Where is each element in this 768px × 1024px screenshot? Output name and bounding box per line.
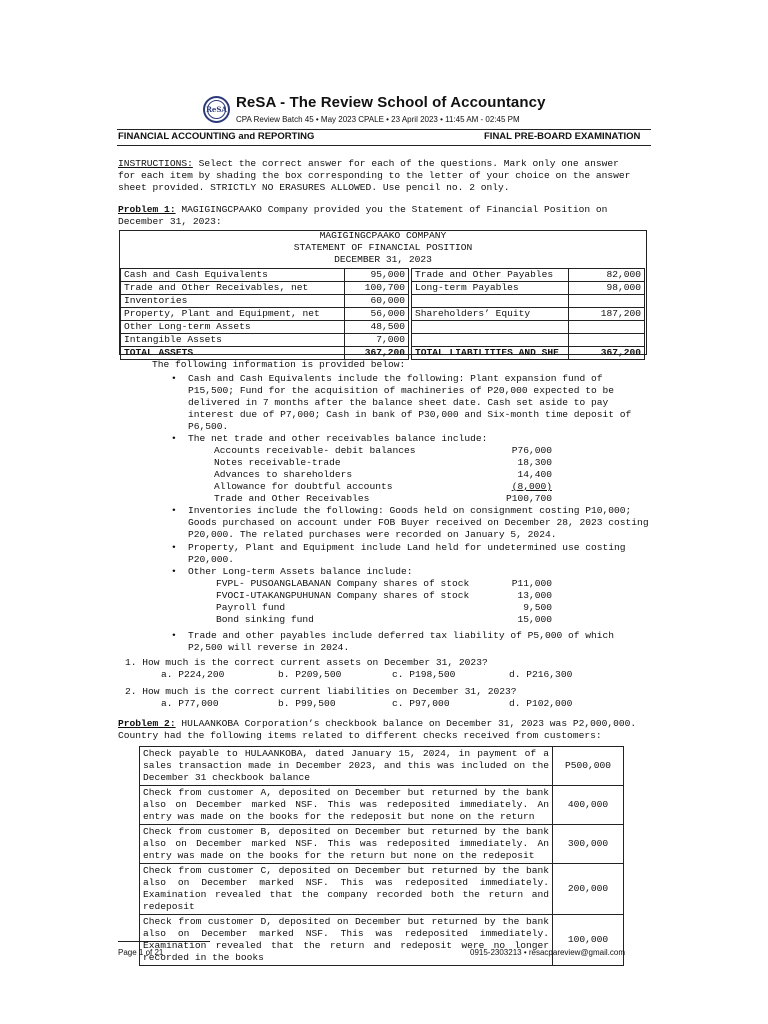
sfp-total-liabilities-value: 367,200 — [569, 347, 645, 360]
table-row — [121, 308, 645, 321]
check-amount: 400,000 — [553, 786, 624, 825]
bullet-line: P2,500 will reverse in 2024. — [188, 642, 350, 653]
problem-2-text: HULAANKOBA Corporation’s checkbook balance on December 31, 2023 was P2,000,000. — [181, 718, 637, 729]
bullet-line: Inventories include the following: Goods held on consignment costing P10,000; — [188, 505, 632, 516]
instructions-line: Select the correct answer for each of the questions. Mark only one answer — [198, 158, 619, 169]
sfp-liability-value: 187,200 — [569, 308, 645, 321]
breakdown-value: P11,000 — [511, 578, 552, 589]
school-name: ReSA - The Review School of Accountancy — [236, 94, 546, 111]
problem-1-label: Problem 1: — [118, 204, 176, 215]
breakdown-value: 14,400 — [517, 469, 552, 480]
breakdown-value: 9,500 — [523, 602, 552, 613]
problem-1-intro — [118, 204, 607, 228]
bullet-ppe — [188, 542, 626, 566]
choice-2a: a. P77,000 — [161, 698, 219, 709]
footer-rule — [118, 941, 210, 942]
sfp-liability-label: Shareholders’ Equity — [412, 308, 569, 321]
breakdown-value: 15,000 — [517, 614, 552, 625]
bullet-icon: • — [171, 373, 177, 384]
problem-2-label: Problem 2: — [118, 718, 176, 729]
breakdown-value: 13,000 — [517, 590, 552, 601]
page-number: Page 1 of 21 — [118, 948, 164, 957]
table-row — [121, 321, 645, 334]
breakdown-label: Payroll fund — [216, 602, 286, 613]
instructions-line: sheet provided. STRICTLY NO ERASURES ALLOWED. Use pencil no. 2 only. — [118, 182, 510, 193]
school-seal-icon — [203, 96, 230, 123]
check-amount: 100,000 — [553, 915, 624, 966]
bullet-line: P15,500; Fund for the acquisition of machineries of P20,000 expected to be — [188, 385, 615, 396]
sfp-table — [120, 268, 645, 360]
breakdown-label: Accounts receivable- debit balances — [214, 445, 416, 456]
subject-title: FINANCIAL ACCOUNTING and REPORTING — [118, 131, 315, 142]
table-row — [140, 825, 624, 864]
choice-1a: a. P224,200 — [161, 669, 225, 680]
sfp-total-liabilities-label: TOTAL LIABILITIES AND SHE — [412, 347, 569, 360]
check-amount: P500,000 — [553, 747, 624, 786]
sfp-liability-label: Long-term Payables — [412, 282, 569, 295]
check-amount: 200,000 — [553, 864, 624, 915]
table-row-total — [121, 347, 645, 360]
bullet-line: Property, Plant and Equipment include Land held for undetermined use costing — [188, 542, 626, 553]
sfp-asset-label: Inventories — [121, 295, 345, 308]
seal-label: ReSA — [206, 105, 227, 114]
check-description: Check from customer C, deposited on December but returned by the bank also on December marked NSF. This was redeposited immediately. Examination revealed that the company recorded both the return and redeposit — [140, 864, 553, 915]
bullet-line: Goods purchased on account under FOB Buyer received on December 28, 2023 costing — [188, 517, 649, 528]
check-description: Check from customer A, deposited on December but returned by the bank also on December marked NSF. This was redeposited immediately. An entry was made on the books for the redeposit but none on the return — [140, 786, 553, 825]
sfp-asset-label: Intangible Assets — [121, 334, 345, 347]
sfp-asset-label: Property, Plant and Equipment, net — [121, 308, 345, 321]
bullet-icon: • — [171, 505, 177, 516]
problem-1-text: December 31, 2023: — [118, 216, 222, 227]
exam-schedule: CPA Review Batch 45 • May 2023 CPALE • 23 April 2023 • 11:45 AM - 02:45 PM — [236, 115, 520, 124]
sfp-asset-label: Other Long-term Assets — [121, 321, 345, 334]
sfp-liability-value: 82,000 — [569, 269, 645, 282]
breakdown-value: P100,700 — [505, 493, 552, 504]
choice-1b: b. P209,500 — [278, 669, 342, 680]
breakdown-label: Notes receivable-trade — [214, 457, 341, 468]
table-row — [140, 786, 624, 825]
bullet-long-term-assets: Other Long-term Assets balance include: — [188, 566, 413, 577]
instructions-line: for each item by shading the box corresponding to the letter of your choice on the answer — [118, 170, 631, 181]
check-description: Check payable to HULAANKOBA, dated January 15, 2024, in payment of a sales transaction made in December 2023, and this was included on the December 31 checkbook balance — [140, 747, 553, 786]
breakdown-label: Bond sinking fund — [216, 614, 314, 625]
info-intro: The following information is provided below: — [152, 359, 406, 370]
sfp-asset-label: Cash and Cash Equivalents — [121, 269, 345, 282]
sfp-asset-value: 100,700 — [345, 282, 409, 295]
bullet-line: P20,000. — [188, 554, 235, 565]
sfp-liability-label — [412, 321, 569, 334]
choice-1c: c. P198,500 — [392, 669, 456, 680]
breakdown-label: Advances to shareholders — [214, 469, 353, 480]
choice-1d: d. P216,300 — [509, 669, 573, 680]
sfp-date: DECEMBER 31, 2023 — [334, 254, 432, 265]
breakdown-value: P76,000 — [511, 445, 552, 456]
sfp-asset-value: 56,000 — [345, 308, 409, 321]
question-1: 1. How much is the correct current assets on December 31, 2023? — [125, 657, 488, 668]
instructions — [118, 158, 630, 194]
bullet-icon: • — [171, 630, 177, 641]
sfp-asset-label: Trade and Other Receivables, net — [121, 282, 345, 295]
bullet-icon: • — [171, 566, 177, 577]
bullet-icon: • — [171, 542, 177, 553]
breakdown-label: FVOCI-UTAKANGPUHUNAN Company shares of stock — [216, 590, 470, 601]
bullet-line: P6,500. — [188, 421, 229, 432]
bullet-payables — [188, 630, 614, 654]
sfp-asset-value: 7,000 — [345, 334, 409, 347]
bullet-cash — [188, 373, 631, 433]
sfp-liability-value — [569, 334, 645, 347]
check-description: Check from customer B, deposited on December but returned by the bank also on December marked NSF. This was redeposited immediately. An entry was made on the books for the return but none on the redeposit — [140, 825, 553, 864]
sfp-liability-value — [569, 295, 645, 308]
sfp-total-assets-label: TOTAL ASSETS — [121, 347, 345, 360]
sfp-liability-value: 98,000 — [569, 282, 645, 295]
bullet-inventories — [188, 505, 649, 541]
header-rule-bottom — [117, 145, 651, 146]
choice-2c: c. P97,000 — [392, 698, 450, 709]
problem-2-intro — [118, 718, 636, 742]
question-2: 2. How much is the correct current liabilities on December 31, 2023? — [125, 686, 517, 697]
sfp-asset-value: 95,000 — [345, 269, 409, 282]
bullet-receivables: The net trade and other receivables balance include: — [188, 433, 488, 444]
table-row — [121, 295, 645, 308]
table-row — [140, 915, 624, 966]
check-description: Check from customer D, deposited on December but returned by the bank also on December marked NSF. This was redeposited immediately. Examination revealed that the return and redeposit were no longer recorded in the books — [140, 915, 553, 966]
sfp-liability-label: Trade and Other Payables — [412, 269, 569, 282]
bullet-line: delivered in 7 months after the balance sheet date. Cash set aside to pay — [188, 397, 609, 408]
bullet-line: Cash and Cash Equivalents include the following: Plant expansion fund of — [188, 373, 603, 384]
bullet-line: P20,000. The related purchases were recorded on January 5, 2024. — [188, 529, 557, 540]
bullet-line: interest due of P7,000; Cash in bank of P30,000 and Six-month time deposit of — [188, 409, 632, 420]
contact-info: 0915-2303213 • resacpareview@gmail.com — [470, 948, 626, 957]
problem-1-text: MAGIGINGCPAAKO Company provided you the Statement of Financial Position on — [181, 204, 608, 215]
table-row — [121, 334, 645, 347]
header-rule-top — [117, 129, 651, 130]
sfp-asset-value: 60,000 — [345, 295, 409, 308]
sfp-liability-value — [569, 321, 645, 334]
statement-of-financial-position — [119, 230, 647, 358]
checks-table — [139, 746, 624, 966]
sfp-total-assets-value: 367,200 — [345, 347, 409, 360]
breakdown-label: FVPL- PUSOANGLABANAN Company shares of stock — [216, 578, 470, 589]
bullet-line: Trade and other payables include deferred tax liability of P5,000 of which — [188, 630, 615, 641]
bullet-icon: • — [171, 433, 177, 444]
sfp-liability-label — [412, 334, 569, 347]
sfp-company: MAGIGINGCPAAKO COMPANY — [319, 230, 447, 241]
breakdown-label: Allowance for doubtful accounts — [214, 481, 393, 492]
exam-title: FINAL PRE-BOARD EXAMINATION — [484, 131, 641, 142]
sfp-title: STATEMENT OF FINANCIAL POSITION — [293, 242, 473, 253]
breakdown-value: 18,300 — [517, 457, 552, 468]
sfp-asset-value: 48,500 — [345, 321, 409, 334]
choice-2d: d. P102,000 — [509, 698, 573, 709]
breakdown-label: Trade and Other Receivables — [214, 493, 370, 504]
instructions-label: INSTRUCTIONS: — [118, 158, 193, 169]
table-row — [140, 864, 624, 915]
check-amount: 300,000 — [553, 825, 624, 864]
sfp-liability-label — [412, 295, 569, 308]
table-row — [121, 269, 645, 282]
table-row — [140, 747, 624, 786]
problem-2-text: Country had the following items related to different checks received from customers: — [118, 730, 602, 741]
choice-2b: b. P99,500 — [278, 698, 336, 709]
breakdown-value: (8,000) — [511, 481, 552, 492]
table-row — [121, 282, 645, 295]
